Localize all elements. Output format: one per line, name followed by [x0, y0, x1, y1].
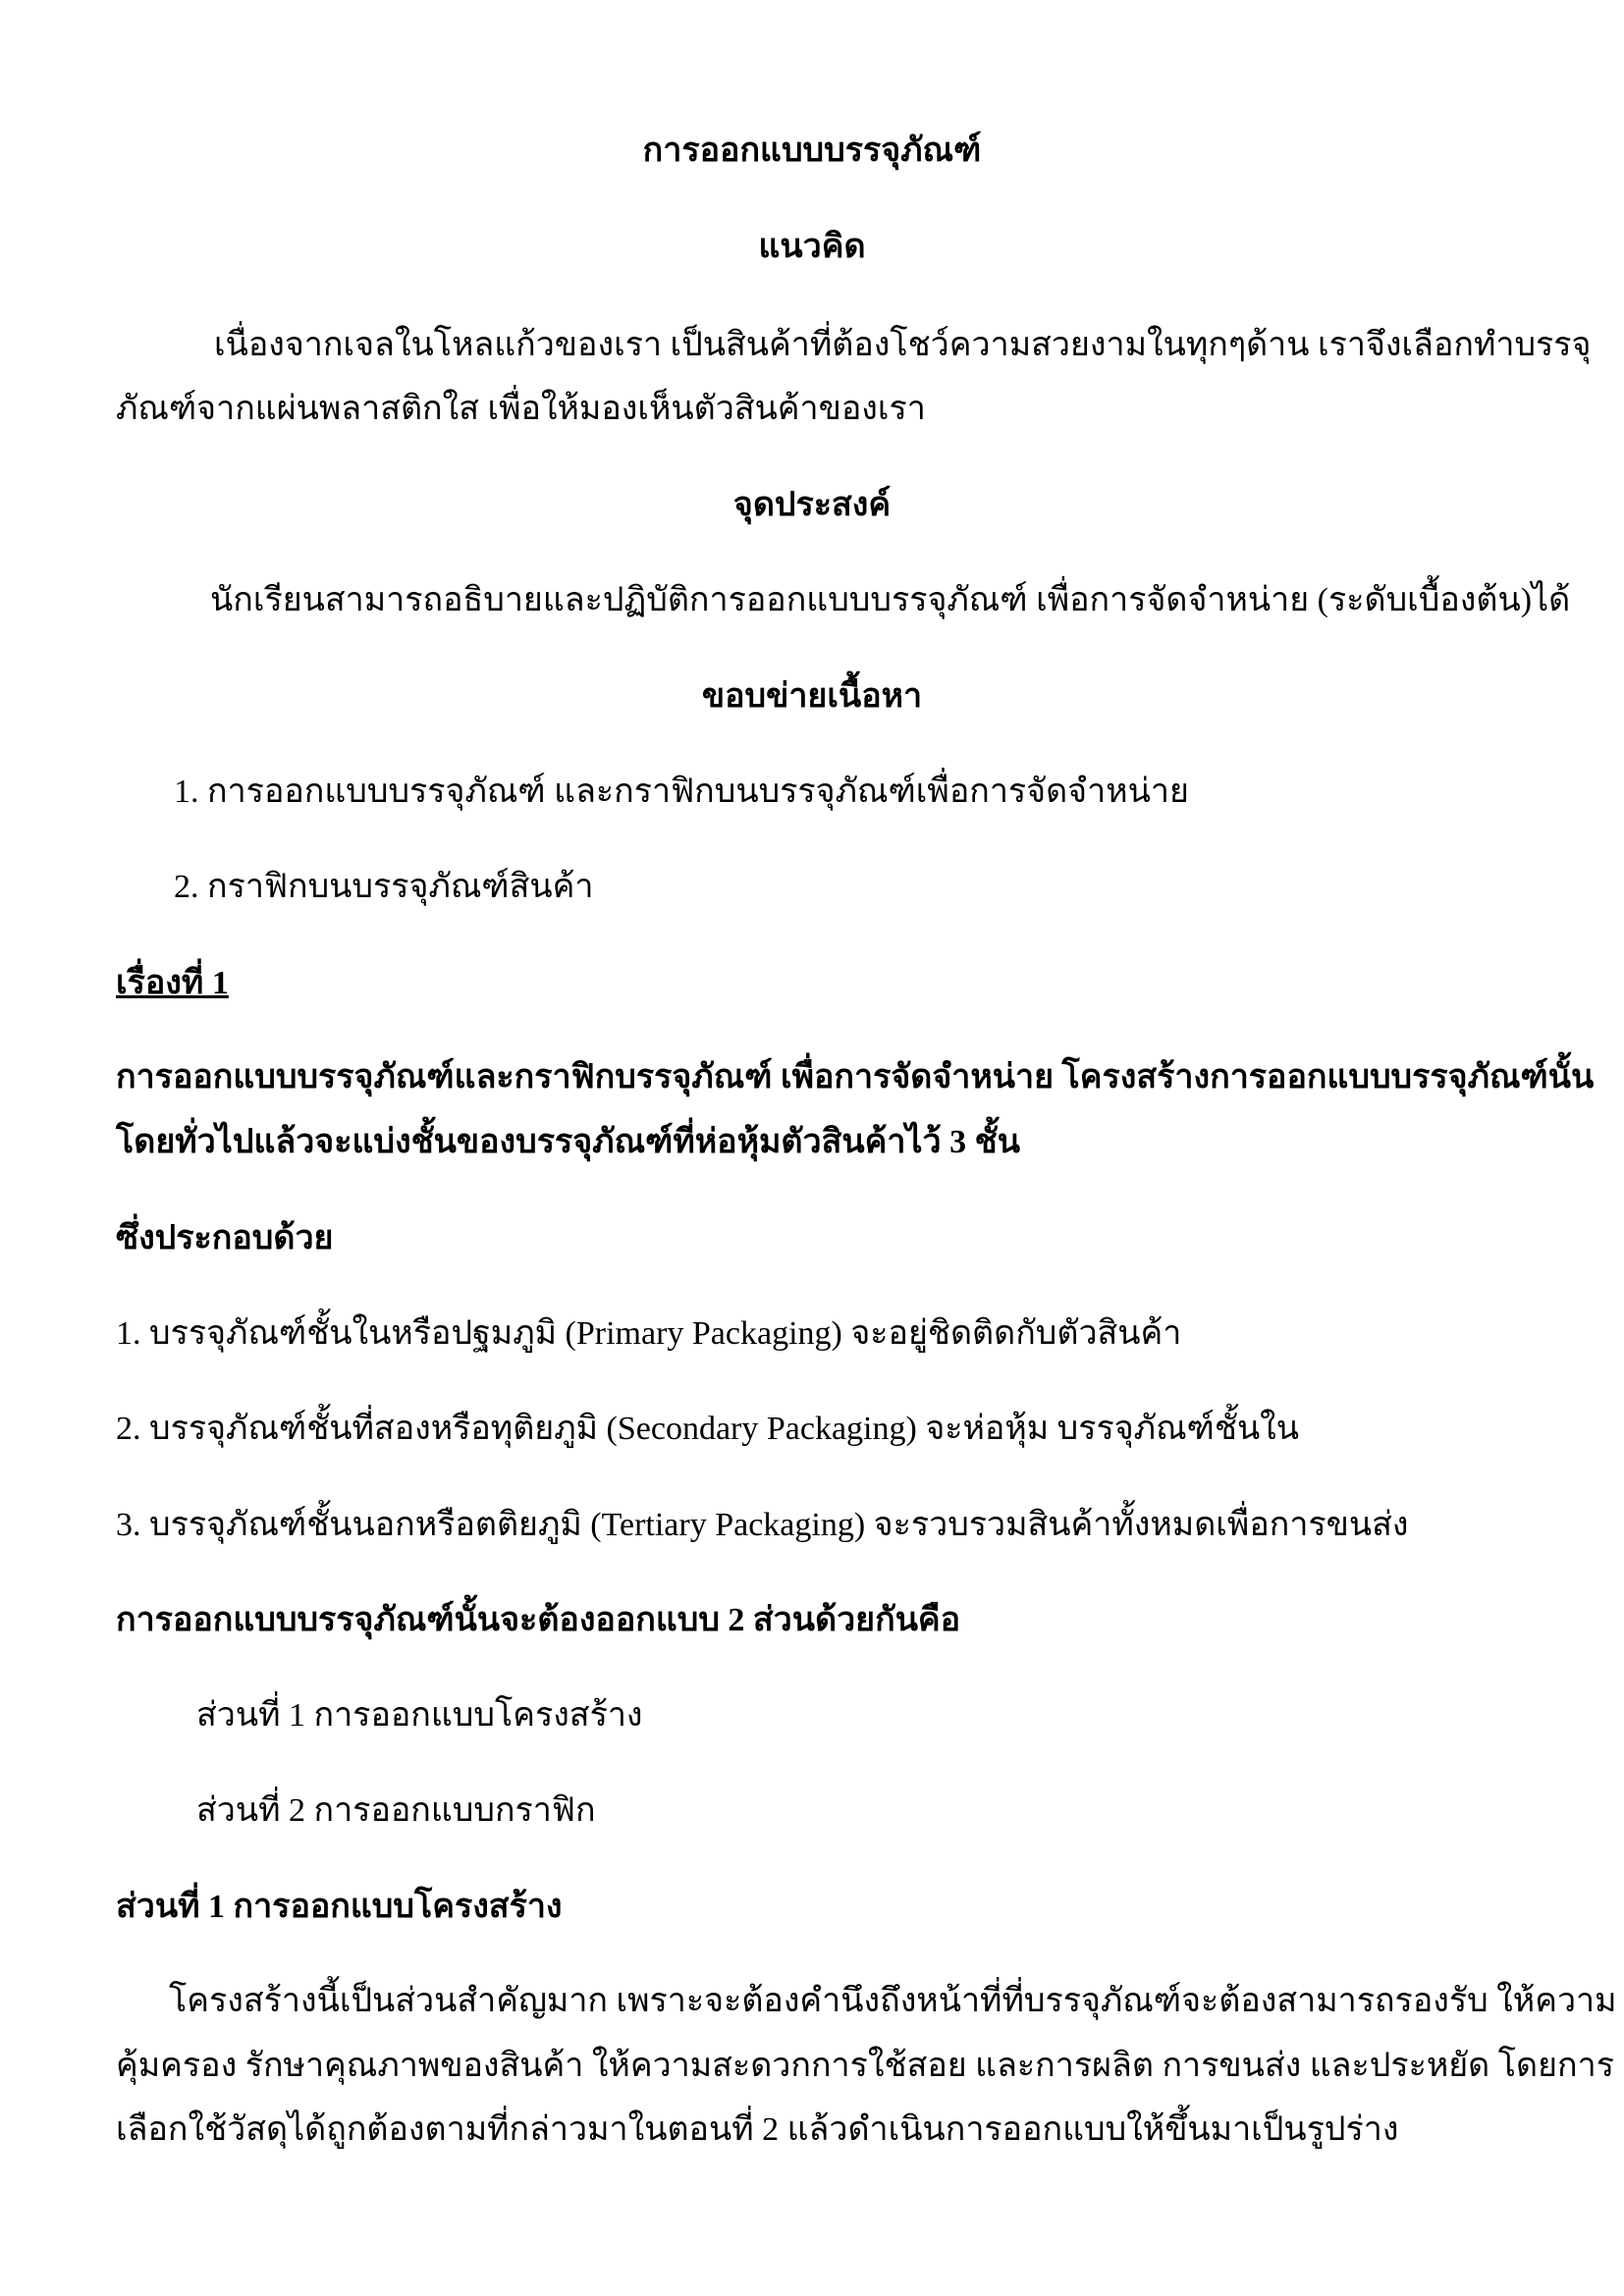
part-1-text-line-1: โครงสร้างนี้เป็นส่วนสำคัญมาก เพราะจะต้องคำนึงถึงหน้าที่ที่บรรจุภัณฑ์จะต้องสามารถรองรับ ให้ความ	[169, 1983, 1617, 2019]
packaging-layer-item: 3. บรรจุภัณฑ์ชั้นนอกหรือตติยภูมิ (Tertiary Packaging) จะรวบรวมสินค้าทั้งหมดเพื่อการขนส่ง	[116, 1507, 1409, 1543]
design-part-item: ส่วนที่ 2 การออกแบบกราฟิก	[196, 1792, 596, 1829]
consists-of-heading: ซึ่งประกอบด้วย	[116, 1220, 334, 1256]
packaging-layer-item: 1. บรรจุภัณฑ์ชั้นในหรือปฐมภูมิ (Primary Packaging) จะอยู่ชิดติดกับตัวสินค้า	[116, 1315, 1182, 1352]
objective-text: นักเรียนสามารถอธิบายและปฏิบัติการออกแบบบรรจุภัณฑ์ เพื่อการจัดจำหน่าย (ระดับเบื้องต้น)ได้	[210, 582, 1571, 618]
concept-heading: แนวคิด	[758, 229, 866, 265]
part-1-text-line-3: เลือกใช้วัสดุได้ถูกต้องตามที่กล่าวมาในตอนที่ 2 แล้วดำเนินการออกแบบให้ขึ้นมาเป็นรูปร่าง	[116, 2111, 1399, 2148]
scope-item: 2. กราฟิกบนบรรจุภัณฑ์สินค้า	[174, 869, 594, 905]
design-parts-heading: การออกแบบบรรจุภัณฑ์นั้นจะต้องออกแบบ 2 ส่วนด้วยกันคือ	[116, 1602, 961, 1638]
document-title: การออกแบบบรรจุภัณฑ์	[642, 133, 982, 169]
part-1-heading: ส่วนที่ 1 การออกแบบโครงสร้าง	[116, 1889, 563, 1925]
topic-1-heading: เรื่องที่ 1	[116, 965, 229, 1001]
scope-item: 1. การออกแบบบรรจุภัณฑ์ และกราฟิกบนบรรจุภัณฑ์เพื่อการจัดจำหน่าย	[174, 774, 1189, 810]
part-1-text-line-2: คุ้มครอง รักษาคุณภาพของสินค้า ให้ความสะดวกการใช้สอย และการผลิต การขนส่ง และประหยัด โดยการ	[116, 2048, 1614, 2084]
scope-heading: ขอบข่ายเนื้อหา	[701, 678, 923, 715]
concept-text-line-2: ภัณฑ์จากแผ่นพลาสติกใส เพื่อให้มองเห็นตัวสินค้าของเรา	[116, 391, 926, 427]
packaging-layer-item: 2. บรรจุภัณฑ์ชั้นที่สองหรือทุติยภูมิ (Secondary Packaging) จะห่อหุ้ม บรรจุภัณฑ์ชั้นใน	[116, 1411, 1300, 1447]
topic-1-intro-line-2: โดยทั่วไปแล้วจะแบ่งชั้นของบรรจุภัณฑ์ที่ห่อหุ้มตัวสินค้าไว้ 3 ชั้น	[116, 1124, 1020, 1160]
design-part-item: ส่วนที่ 1 การออกแบบโครงสร้าง	[196, 1697, 643, 1734]
topic-1-intro-line-1: การออกแบบบรรจุภัณฑ์และกราฟิกบรรจุภัณฑ์ เพื่อการจัดจำหน่าย โครงสร้างการออกแบบบรรจุภัณฑ์นั้น	[116, 1059, 1595, 1095]
objective-heading: จุดประสงค์	[732, 487, 892, 523]
concept-text-line-1: เนื่องจากเจลในโหลแก้วของเรา เป็นสินค้าที่ต้องโชว์ความสวยงามในทุกๆด้าน เราจึงเลือกทำบรรจุ	[214, 327, 1592, 363]
